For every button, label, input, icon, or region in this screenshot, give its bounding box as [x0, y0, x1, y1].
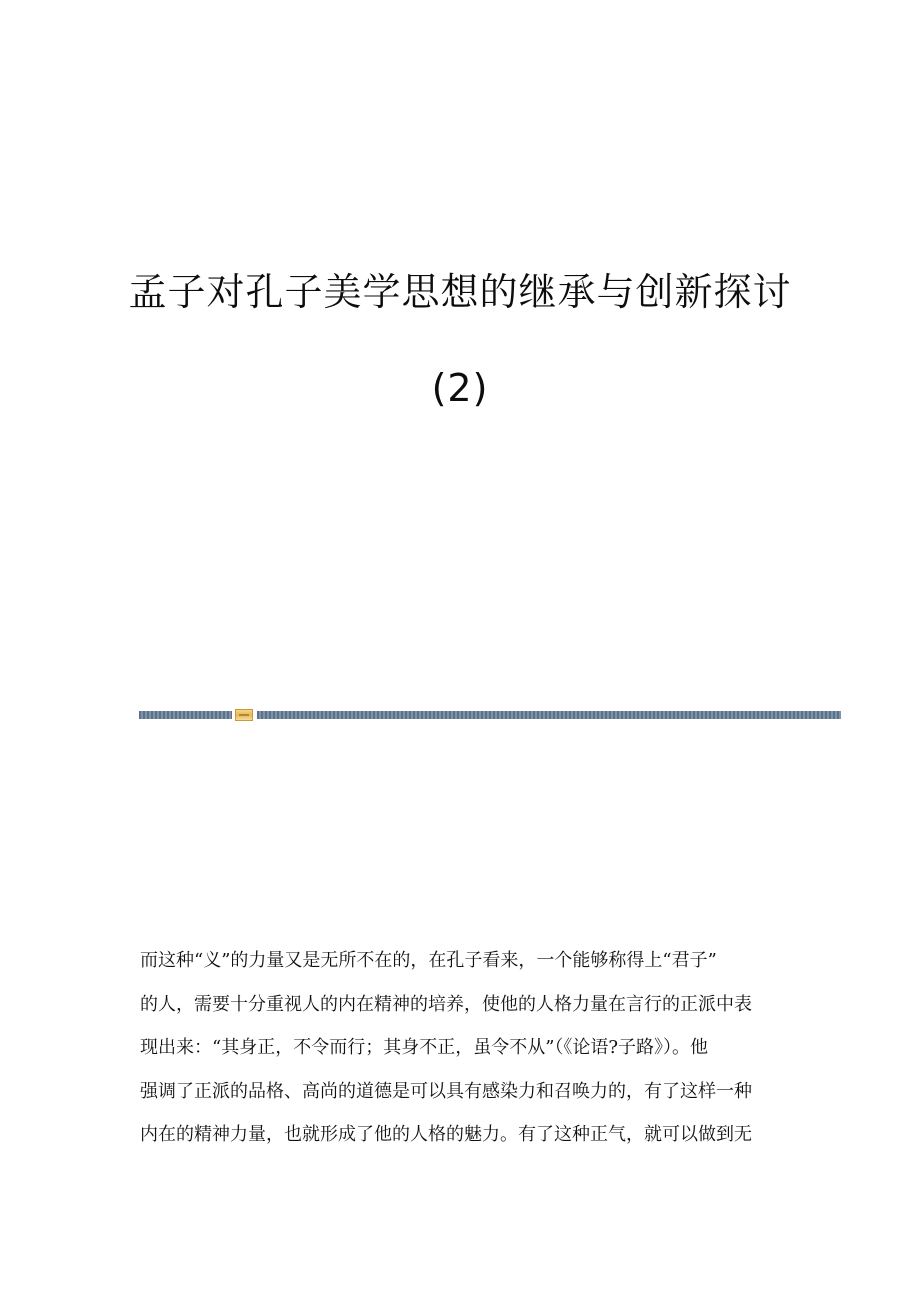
paragraph-line: 内在的精神力量，也就形成了他的人格的魅力。有了这种正气，就可以做到无 [140, 1124, 752, 1145]
body-paragraph [140, 939, 780, 1157]
divider-ornament-icon [235, 709, 253, 721]
page-title: 孟子对孔子美学思想的继承与创新探讨 [128, 270, 792, 314]
divider-right-bar [257, 711, 841, 719]
paragraph-line: 的人，需要十分重视人的内在精神的培养，使他的人格力量在言行的正派中表 [140, 993, 752, 1015]
divider-left-bar [139, 711, 232, 719]
paragraph-line: 而这种“义”的力量又是无所不在的，在孔子看来，一个能够称得上“君子” [140, 950, 717, 971]
paragraph-line: 现出来：“其身正，不令而行；其身不正，虽令不从”（《论语?子路》）。他 [140, 1037, 709, 1058]
paragraph-line: 强调了正派的品格、高尚的道德是可以具有感染力和召唤力的，有了这样一种 [140, 1080, 752, 1102]
page-subtitle-number: (2) [431, 366, 489, 410]
